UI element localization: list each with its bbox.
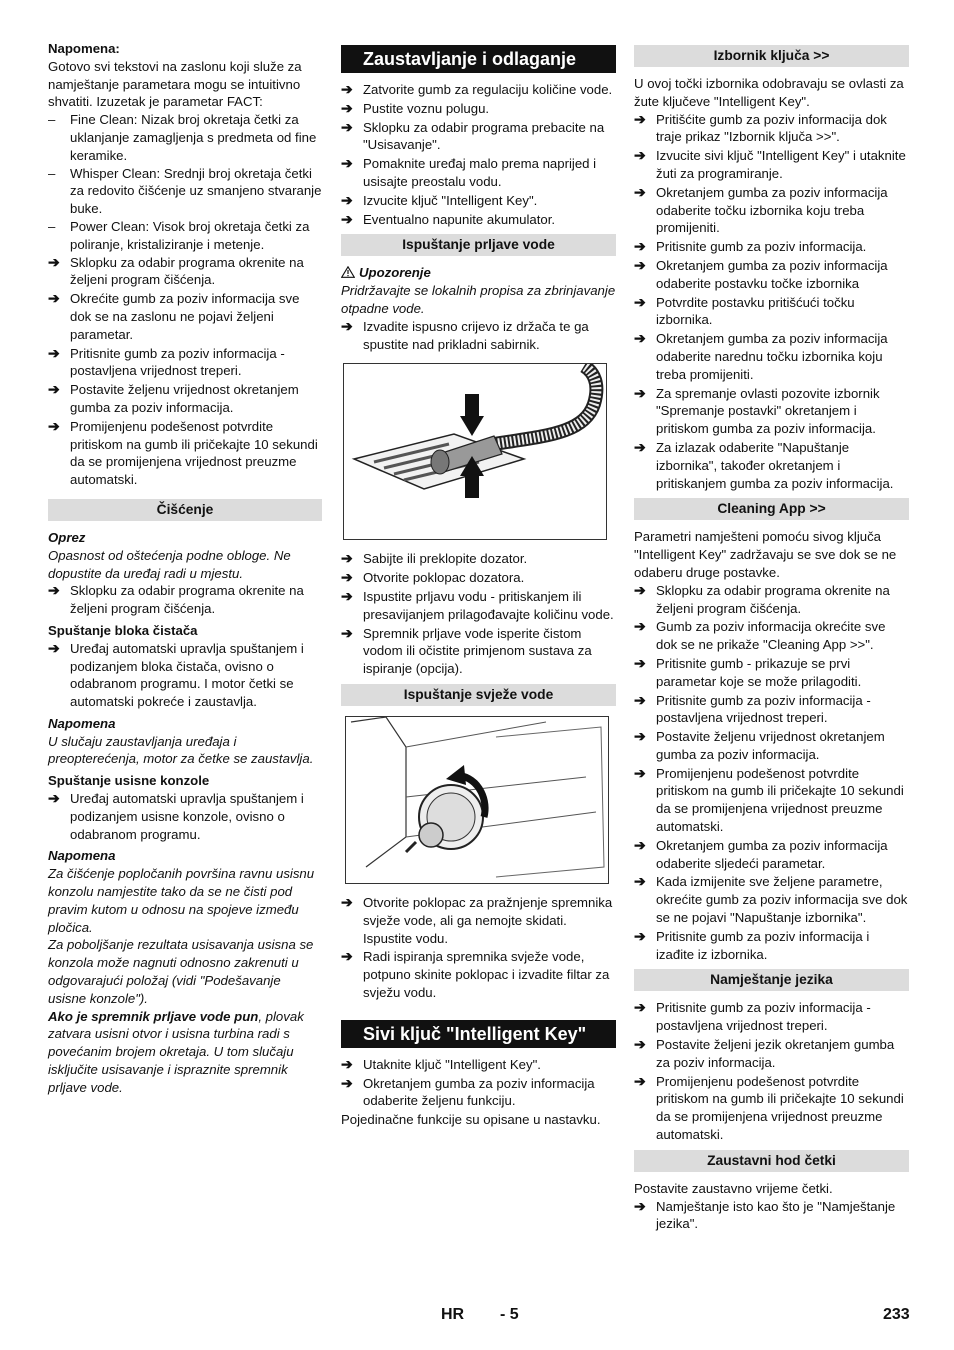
warning-triangle-icon xyxy=(341,266,355,278)
subheading-squeegee: Spuštanje usisne konzole xyxy=(48,773,210,789)
arrow-right-icon: ➔ xyxy=(341,99,353,116)
column-3 xyxy=(634,40,909,1234)
section-heading-language: Namještanje jezika xyxy=(634,969,909,991)
body-text: Postavite zaustavno vrijeme četki. xyxy=(634,1180,833,1196)
step-list xyxy=(341,894,616,1002)
arrow-right-icon: ➔ xyxy=(341,893,353,910)
step-list xyxy=(341,550,616,678)
body-text: Parametri namješteni pomoću sivog ključa "Intelligent Key" zadržavaju se sve dok se ne odaberu druge postavke. xyxy=(634,529,897,580)
section-heading-cleaning-app: Cleaning App >> xyxy=(634,498,909,520)
step-item: ➔ Sklopku za odabir programa okrenite na željeni program čišćenja. xyxy=(48,582,304,617)
fresh-water-cap-illustration xyxy=(346,717,608,883)
figure-fresh-water-cap xyxy=(345,716,609,884)
step-item: ➔ Otvorite poklopac za pražnjenje spremnika svježe vode, ali ga nemojte skidati. Ispustite vodu. xyxy=(341,893,613,946)
step-item: ➔ Izvucite sivi ključ "Intelligent Key" i utaknite žuti za programiranje. xyxy=(634,147,906,181)
page-number: 233 xyxy=(883,1306,910,1323)
arrow-right-icon: ➔ xyxy=(48,417,60,434)
arrow-right-icon: ➔ xyxy=(634,438,646,455)
arrow-right-icon: ➔ xyxy=(634,618,646,635)
step-list xyxy=(341,1056,616,1110)
step-item: ➔ Za spremanje ovlasti pozovite izbornik "Spremanje postavki" okretanjem i pritiskom gumba za poziv informacija. xyxy=(634,384,880,437)
note-label: Napomena xyxy=(48,848,116,864)
step-list xyxy=(634,111,909,493)
column-1 xyxy=(48,40,322,1097)
arrow-right-icon: ➔ xyxy=(341,1055,353,1072)
page-footer xyxy=(0,1306,954,1330)
arrow-right-icon: ➔ xyxy=(48,253,60,270)
arrow-right-icon: ➔ xyxy=(341,587,353,604)
section-heading-brush-run-on: Zaustavni hod četki xyxy=(634,1150,909,1172)
step-item: ➔ Otvorite poklopac dozatora. xyxy=(341,569,525,586)
section-heading-cleaning: Čišćenje xyxy=(48,499,322,521)
arrow-right-icon: ➔ xyxy=(634,1072,646,1089)
step-item: ➔ Promijenjenu podešenost potvrdite pritiskom na gumb ili pričekajte 10 sekundi da se promijenjena vrijednost preuzme automatski. xyxy=(48,417,318,488)
step-item: ➔ Okretanjem gumba za poziv informacija odaberite postavku točke izbornika xyxy=(634,256,888,291)
step-item: ➔ Pomaknite uređaj malo prema naprijed i usisajte preostalu vodu. xyxy=(341,155,597,189)
arrow-right-icon: ➔ xyxy=(341,624,353,641)
arrow-right-icon: ➔ xyxy=(634,873,646,890)
step-item: ➔ Pritisnite gumb - prikazuje se prvi parametar koje se može prilagoditi. xyxy=(634,654,862,689)
step-item: ➔ Eventualno napunite akumulator. xyxy=(341,210,556,227)
step-list xyxy=(634,999,909,1143)
step-item: ➔ Pritisnite gumb za poziv informacija - postavljena vrijednost treperi. xyxy=(634,691,871,726)
step-item: ➔ Pritišćite gumb za poziv informacija dok traje prikaz "Izbornik ključa >>". xyxy=(634,110,887,145)
step-item: ➔ Okretanjem gumba za poziv informacija odaberite točku izbornika koju treba promijeniti. xyxy=(634,183,888,236)
arrow-right-icon: ➔ xyxy=(634,999,646,1016)
step-item: ➔ Postavite željenu vrijednost okretanjem gumba za poziv informacija. xyxy=(48,381,299,415)
arrow-right-icon: ➔ xyxy=(341,191,353,208)
step-list xyxy=(48,254,322,489)
arrow-right-icon: ➔ xyxy=(48,582,60,599)
step-item: ➔ Promijenjenu podešenost potvrdite pritiskom na gumb ili pričekajte 10 sekundi da se promijenjena vrijednost preuzme automatski. xyxy=(634,1072,904,1143)
note-text: Za čišćenje popločanih površina ravnu usisnu konzolu namjestite tako da se ne čisti pod pravim kutom u odnosu na spojeve između pločica. xyxy=(48,866,315,935)
footer-local-page: - 5 xyxy=(500,1306,519,1323)
arrow-right-icon: ➔ xyxy=(634,293,646,310)
arrow-right-icon: ➔ xyxy=(341,210,353,227)
step-list xyxy=(341,81,616,228)
arrow-right-icon: ➔ xyxy=(634,256,646,273)
step-item: ➔ Spremnik prljave vode isperite čistom vodom ili očistite primjenom sustava za ispiranje (opcija). xyxy=(341,624,592,677)
arrow-right-icon: ➔ xyxy=(634,384,646,401)
caution-text: Opasnost od oštećenja podne obloge. Ne dopustite da uređaj radi u mjestu. xyxy=(48,547,291,581)
dash-list xyxy=(48,111,322,253)
caution-label: Oprez xyxy=(48,529,86,545)
arrow-right-icon: ➔ xyxy=(634,691,646,708)
step-item: ➔ Za izlazak odaberite "Napuštanje izbornika", također okretanjem i pritiskanjem gumba za poziv informacija. xyxy=(634,438,894,491)
note-text: U slučaju zaustavljanja uređaja i preopterećenja, motor za četke se zaustavlja. xyxy=(48,733,314,767)
step-item: ➔ Okretanjem gumba za poziv informacija odaberite sljedeći parametar. xyxy=(634,836,888,871)
arrow-right-icon: ➔ xyxy=(634,836,646,853)
note-label: Napomena xyxy=(48,715,116,731)
column-2 xyxy=(341,40,616,1129)
arrow-right-icon: ➔ xyxy=(48,790,60,807)
body-text: Pojedinačne funkcije su opisane u nastavku. xyxy=(341,1112,601,1128)
step-item: ➔ Pustite voznu polugu. xyxy=(341,99,490,116)
step-item: ➔ Uređaj automatski upravlja spuštanjem i podizanjem usisne konzole, ovisno o odabranom programu. xyxy=(48,790,304,842)
section-title-intelligent-key: Sivi ključ "Intelligent Key" xyxy=(341,1020,616,1048)
step-item: ➔ Sklopku za odabir programa okrenite na željeni program čišćenja. xyxy=(48,253,304,288)
step-item: ➔ Zatvorite gumb za regulaciju količine vode. xyxy=(341,81,613,97)
step-item: ➔ Okretanjem gumba za poziv informacija odaberite narednu točku izbornika koju treba promijeniti. xyxy=(634,330,888,382)
step-item: ➔ Sklopku za odabir programa prebacite na "Usisavanje". xyxy=(341,118,605,153)
arrow-right-icon: ➔ xyxy=(634,764,646,781)
arrow-right-icon: ➔ xyxy=(341,317,353,334)
arrow-right-icon: ➔ xyxy=(634,1036,646,1053)
footer-language: HR xyxy=(441,1306,465,1323)
section-heading-key-menu: Izbornik ključa >> xyxy=(634,45,909,67)
arrow-right-icon: ➔ xyxy=(634,330,646,347)
figure-drain-hose xyxy=(343,363,607,540)
arrow-right-icon: ➔ xyxy=(341,569,353,586)
note-text: Ako je spremnik prljave vode pun, plovak zatvara usisni otvor i usisna turbina radi s povećanim brojem okretaja. U tom slučaju isključite usisavanje i ispraznite spremnik prljave vode. xyxy=(48,1008,304,1095)
arrow-right-icon: ➔ xyxy=(634,183,646,200)
arrow-right-icon: ➔ xyxy=(341,550,353,567)
step-item: ➔ Izvadite ispusno crijevo iz držača te ga spustite nad prikladni sabirnik. xyxy=(341,317,589,352)
step-list xyxy=(634,582,909,964)
arrow-right-icon: ➔ xyxy=(341,1074,353,1091)
arrow-right-icon: ➔ xyxy=(341,948,353,965)
step-item: ➔ Okretanjem gumba za poziv informacija odaberite željenu funkciju. xyxy=(341,1074,595,1109)
body-text: U ovoj točki izbornika odobravaju se ovlasti za žute ključeve "Intelligent Key". xyxy=(634,76,904,109)
arrow-right-icon: ➔ xyxy=(634,110,646,127)
step-item: ➔ Sklopku za odabir programa okrenite na željeni program čišćenja. xyxy=(634,581,890,616)
note-text: Gotovo svi tekstovi na zaslonu koji služe za namještanje parametara mogu se intuitivno shvatiti. Izuzetak je parametar FACT: xyxy=(48,58,302,110)
arrow-right-icon: ➔ xyxy=(48,381,60,398)
arrow-right-icon: ➔ xyxy=(48,344,60,361)
step-item: ➔ Pritisnite gumb za poziv informacija. xyxy=(634,238,867,255)
drain-hose-illustration xyxy=(344,364,606,539)
step-item: ➔ Pritisnite gumb za poziv informacija - postavljena vrijednost treperi. xyxy=(48,344,285,379)
arrow-right-icon: ➔ xyxy=(634,927,646,944)
section-title-stop: Zaustavljanje i odlaganje xyxy=(341,45,616,73)
warning-label: Upozorenje xyxy=(341,264,616,282)
arrow-right-icon: ➔ xyxy=(634,147,646,164)
step-item: ➔ Ispustite prljavu vodu - pritiskanjem ili presavijanjem prilagođavajte količinu vode. xyxy=(341,587,614,622)
section-heading-dirty-water: Ispuštanje prljave vode xyxy=(341,234,616,256)
step-item: ➔ Izvucite ključ "Intelligent Key". xyxy=(341,191,538,208)
arrow-right-icon: ➔ xyxy=(634,654,646,671)
list-item: – Fine Clean: Nizak broj okretaja četki za uklanjanje zamagljenja s predmeta od fine keramike. xyxy=(48,112,317,163)
step-item: ➔ Pritisnite gumb za poziv informacija i izađite iz izbornika. xyxy=(634,927,870,962)
step-item: ➔ Promijenjenu podešenost potvrdite pritiskom na gumb ili pričekajte 10 sekundi da se promijenjena vrijednost preuzme automatski. xyxy=(634,764,904,835)
note-heading: Napomena: xyxy=(48,41,120,56)
arrow-right-icon: ➔ xyxy=(634,581,646,598)
step-item: ➔ Sabijte ili preklopite dozator. xyxy=(341,550,528,567)
arrow-right-icon: ➔ xyxy=(48,290,60,307)
arrow-right-icon: ➔ xyxy=(341,118,353,135)
step-item: ➔ Pritisnite gumb za poziv informacija - postavljena vrijednost treperi. xyxy=(634,999,871,1034)
arrow-right-icon: ➔ xyxy=(341,81,353,97)
step-item: ➔ Namještanje isto kao što je "Namještanje jezika". xyxy=(634,1197,896,1232)
step-item: ➔ Potvrdite postavku pritišćući točku izbornika. xyxy=(634,293,855,328)
step-item: ➔ Okrećite gumb za poziv informacija sve dok se na zaslonu ne pojavi željeni parametar. xyxy=(48,290,300,342)
list-item: – Whisper Clean: Srednji broj okretaja četki za redovito čišćenje uz smanjeno stvaranje buke. xyxy=(48,165,322,217)
step-item: ➔ Uređaj automatski upravlja spuštanjem i podizanjem bloka čistača, ovisno o odabranom programu. I motor četki se automatski pokreće i zaustavlja. xyxy=(48,639,304,710)
step-item: ➔ Utaknite ključ "Intelligent Key". xyxy=(341,1055,541,1072)
arrow-right-icon: ➔ xyxy=(341,155,353,172)
subheading-brush: Spuštanje bloka čistača xyxy=(48,622,198,638)
step-item: ➔ Kada izmijenite sve željene parametre, okrećite gumb za poziv informacija sve dok se ne pojavi "Napuštanje izbornika". xyxy=(634,873,908,926)
note-text: Za poboljšanje rezultata usisavanja usisna se konzola može nagnuti odnosno zakrenuti u odgovarajući položaj (vidi "Podešavanje usisne konzole"). xyxy=(48,937,314,1006)
arrow-right-icon: ➔ xyxy=(634,238,646,255)
list-item: – Power Clean: Visok broj okretaja četki za poliranje, kristaliziranje i metenje. xyxy=(48,218,310,252)
arrow-right-icon: ➔ xyxy=(634,1197,646,1214)
step-item: ➔ Radi ispiranja spremnika svježe vode, potpuno skinite poklopac i izvadite filtar za svježu vodu. xyxy=(341,948,610,1000)
arrow-right-icon: ➔ xyxy=(48,639,60,656)
section-heading-fresh-water: Ispuštanje svježe vode xyxy=(341,684,616,706)
warning-text: Pridržavajte se lokalnih propisa za zbrinjavanje otpadne vode. xyxy=(341,283,616,316)
step-item: ➔ Postavite željeni jezik okretanjem gumba za poziv informacija. xyxy=(634,1036,895,1070)
step-item: ➔ Postavite željenu vrijednost okretanjem gumba za poziv informacija. xyxy=(634,728,885,762)
arrow-right-icon: ➔ xyxy=(634,728,646,745)
step-item: ➔ Gumb za poziv informacija okrećite sve dok se ne prikaže "Cleaning App >>". xyxy=(634,618,886,653)
